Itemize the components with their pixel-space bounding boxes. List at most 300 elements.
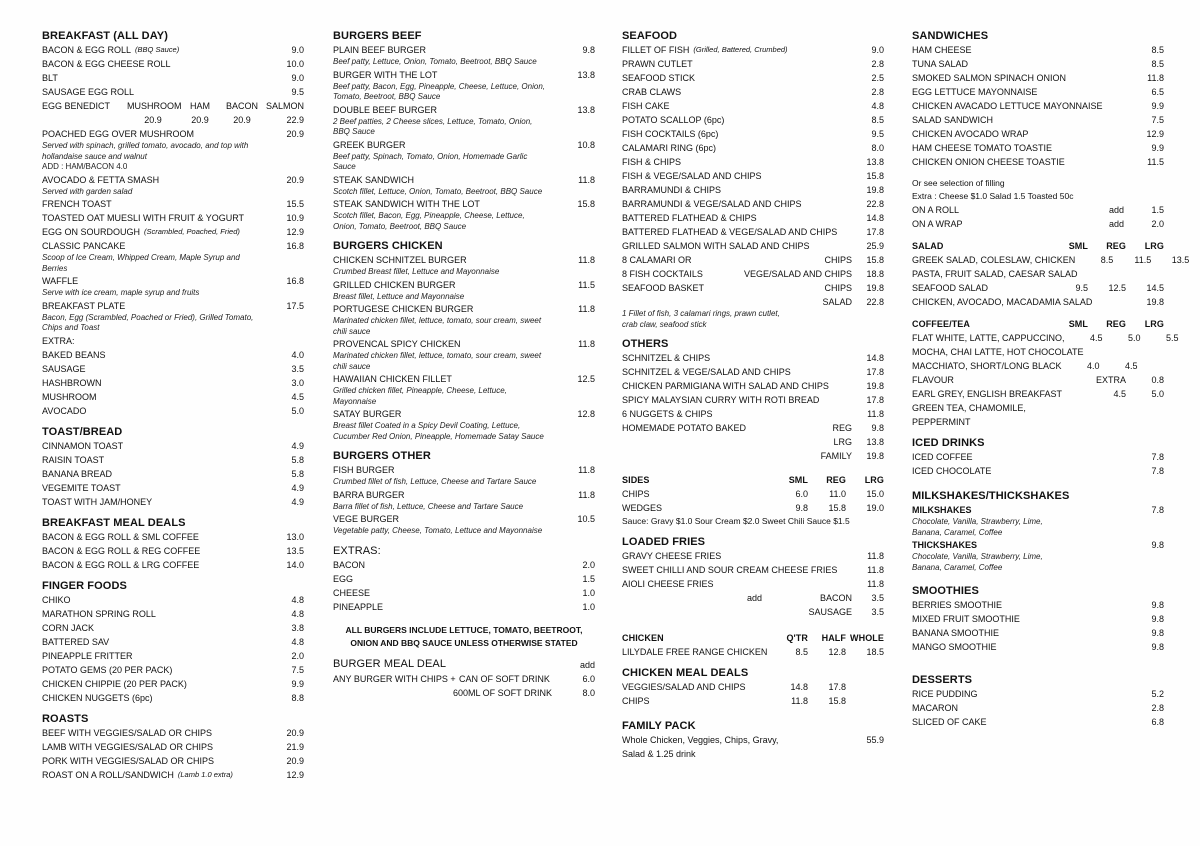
all-burgers-note: ALL BURGERS INCLUDE LETTUCE, TOMATO, BEETROOT, ONION AND BBQ SAUCE UNLESS OTHERWISE STATED — [345, 624, 583, 648]
menu-item — [912, 141, 1164, 155]
menu-item — [333, 488, 595, 502]
menu-item — [622, 183, 884, 197]
item-price: 13.8 — [866, 437, 884, 447]
potato-size-row — [622, 435, 884, 449]
menu-item — [42, 754, 304, 768]
item-price: 7.5 — [291, 664, 304, 675]
section-title: SEAFOOD — [622, 30, 678, 42]
item-price: 11.8 — [578, 339, 595, 349]
item-name: CHICKEN AVOCADO WRAP — [912, 129, 1029, 139]
item-name: HAWAIIAN CHICKEN FILLET — [333, 374, 452, 384]
add-note: ADD : HAM/BACON 4.0 — [42, 162, 128, 171]
item-price: 11.8 — [578, 174, 595, 185]
item-price: 2.0 — [291, 650, 304, 661]
item-note: (BBQ Sauce) — [135, 45, 180, 54]
item-name: CHICKEN ONION CHEESE TOASTIE — [912, 157, 1065, 167]
item-description: Crumbed fillet of fish, Lettuce, Cheese and Tartare Sauce — [333, 477, 537, 486]
menu-item — [42, 467, 304, 481]
menu-item — [912, 43, 1164, 57]
item-option: CHIPS — [824, 283, 852, 293]
item-name: SPICY MALAYSIAN CURRY WITH ROTI BREAD — [622, 395, 820, 405]
item-name: 6 NUGGETS & CHIPS — [622, 409, 713, 419]
menu-item — [42, 649, 304, 663]
item-option: VEGE/SALAD AND CHIPS — [743, 269, 852, 279]
menu-item — [333, 372, 595, 386]
item-price: 9.0 — [291, 45, 304, 55]
item-description: Grilled chicken fillet, Pineapple, Cheese, Lettuce, Mayonnaise — [333, 386, 507, 406]
menu-item — [42, 197, 304, 211]
item-name: BERRIES SMOOTHIE — [912, 600, 1003, 610]
item-price: 19.8 — [866, 451, 884, 461]
menu-item — [333, 68, 595, 82]
seafood-section — [622, 30, 884, 330]
item-price: 22.8 — [866, 297, 884, 307]
loaded-addon: SAUSAGE 3.5 — [808, 607, 884, 617]
section-title: ROASTS — [42, 712, 89, 725]
item-name: PORTUGESE CHICKEN BURGER — [333, 304, 474, 314]
menu-item — [333, 103, 595, 117]
seafood-combo-row — [622, 295, 884, 309]
item-description: Marinated chicken fillet, lettuce, tomato, sour cream, sweet chili sauce — [333, 351, 542, 371]
item-price: 8.8 — [291, 692, 304, 703]
item-name: CHICKEN AVACADO LETTUCE MAYONNAISE — [912, 101, 1103, 111]
item-name: MUSHROOM — [42, 391, 97, 402]
item-name: BREAKFAST PLATE — [42, 300, 126, 311]
item-description: Served with spinach, grilled tomato, avocado, and top with hollandaise sauce and walnut — [42, 141, 249, 161]
menu-item — [333, 43, 595, 57]
item-name: BATTERED SAV — [42, 636, 110, 647]
menu-item — [622, 501, 884, 515]
item-name: SLICED OF CAKE — [912, 717, 987, 727]
item-name: MANGO SMOOTHIE — [912, 642, 997, 652]
item-price: 18.8 — [866, 269, 884, 279]
menu-item: MACCHIATO, SHORT/LONG BLACK 4.0 4.5 — [912, 361, 1138, 371]
menu-item — [42, 173, 304, 187]
desserts-section — [912, 674, 1164, 729]
menu-item: Whole Chicken, Veggies, Chips, Gravy, Salad & 1.25 drink 55.9 — [622, 735, 884, 759]
item-name: STEAK SANDWICH WITH THE LOT — [333, 199, 480, 209]
menu-item — [333, 278, 595, 292]
section-title: CHICKEN MEAL DEALS — [622, 667, 749, 679]
section-title: BREAKFAST MEAL DEALS — [42, 516, 186, 529]
chicken-meal-deals-section — [622, 667, 884, 708]
item-name: TUNA SALAD — [912, 59, 969, 69]
item-name: FISH & CHIPS — [622, 157, 682, 167]
item-name: ROAST ON A ROLL/SANDWICH — [42, 769, 174, 780]
item-description: Served with garden salad — [42, 186, 133, 196]
item-price: 2.8 — [1151, 703, 1164, 713]
menu-item: GREEN TEA, CHAMOMILE, — [912, 403, 1026, 413]
size-label: FAMILY — [820, 451, 852, 461]
menu-item — [622, 549, 884, 563]
item-price: 5.8 — [291, 468, 304, 479]
menu-item — [42, 439, 304, 453]
menu-item — [42, 677, 304, 691]
menu-item — [42, 390, 304, 404]
item-description: Scotch fillet, Lettuce, Onion, Tomato, Beetroot, BBQ Sauce — [333, 186, 543, 196]
item-price: 7.8 — [1151, 466, 1164, 476]
item-description: Barra fillet of fish, Lettuce, Cheese and Tartare Sauce — [333, 501, 524, 511]
section-title: MILKSHAKES/THICKSHAKES — [912, 490, 1070, 502]
item-description: 2 Beef patties, 2 Cheese slices, Lettuce, Tomato, Onion, BBQ Sauce — [333, 116, 533, 136]
item-note: (Lamb 1.0 extra) — [177, 769, 233, 779]
item-price: 9.8 — [1151, 614, 1164, 624]
menu-item — [42, 558, 304, 572]
item-name: FILLET OF FISH — [622, 45, 690, 55]
item-price: 16.8 — [286, 276, 304, 286]
item-price: 14.8 — [866, 213, 884, 223]
menu-item — [42, 691, 304, 705]
item-name: CRAB CLAWS — [622, 87, 682, 97]
menu-item — [912, 715, 1164, 729]
menu-item — [622, 85, 884, 99]
menu-item — [622, 43, 884, 57]
potato-size-row — [622, 421, 884, 435]
item-price: 1.0 — [582, 587, 595, 598]
menu-item — [333, 572, 595, 586]
menu-item — [42, 362, 304, 376]
menu-column-1 — [42, 30, 304, 782]
burgers-other-section — [333, 450, 595, 537]
section-title: SANDWICHES — [912, 30, 989, 42]
menu-item — [42, 530, 304, 544]
item-price: 15.5 — [286, 199, 304, 209]
item-price: 5.2 — [1151, 689, 1164, 699]
item-name: LAMB WITH VEGGIES/SALAD OR CHIPS — [42, 741, 214, 752]
item-name: TOAST WITH JAM/HONEY — [42, 496, 153, 507]
menu-item — [912, 85, 1164, 99]
item-price: 7.5 — [1151, 115, 1164, 125]
menu-item — [42, 348, 304, 362]
add-label: add — [1108, 205, 1124, 215]
item-price: 9.9 — [291, 678, 304, 689]
item-price: 9.8 — [871, 423, 884, 433]
item-name: BACON & EGG ROLL — [42, 45, 132, 55]
item-name: VEGEMITE TOAST — [42, 482, 121, 493]
item-name: CHIKO — [42, 594, 71, 605]
menu-item: EARL GREY, ENGLISH BREAKFAST 4.5 5.0 — [912, 389, 1164, 399]
item-name: CALAMARI RING (6pc) — [622, 143, 717, 153]
menu-item — [42, 726, 304, 740]
item-price: 14.0 — [286, 559, 304, 570]
menu-item — [912, 217, 1164, 231]
menu-item-thickshakes: THICKSHAKES 9.8 — [912, 540, 1164, 550]
item-price: 8.5 — [1151, 45, 1164, 55]
item-price: 13.8 — [577, 69, 595, 80]
section-title: LOADED FRIES — [622, 536, 706, 548]
item-name: EGG LETTUCE MAYONNAISE — [912, 87, 1038, 97]
menu-column-3 — [622, 30, 884, 761]
item-name: 8 FISH COCKTAILS — [622, 269, 703, 279]
item-name: SCHNITZEL & VEGE/SALAD AND CHIPS — [622, 367, 791, 377]
menu-item: LILYDALE FREE RANGE CHICKEN 8.5 12.8 18.5 — [622, 647, 884, 657]
menu-item — [622, 351, 884, 365]
section-title: OTHERS — [622, 338, 669, 350]
item-name: GRAVY CHEESE FRIES — [622, 551, 722, 561]
item-name: POACHED EGG OVER MUSHROOM — [42, 129, 195, 139]
roasts-section — [42, 713, 304, 782]
menu-item — [622, 127, 884, 141]
menu-column-4 — [912, 30, 1190, 729]
item-description: Scotch fillet, Bacon, Egg, Pineapple, Cheese, Lettuce, Onion, Tomato, Beetroot, BBQ Sauce — [333, 211, 525, 231]
menu-item: ANY BURGER WITH CHIPS + CAN OF SOFT DRINK 6.0 — [333, 673, 595, 684]
item-name: SEAFOOD STICK — [622, 73, 696, 83]
item-price: 8.0 — [871, 143, 884, 153]
item-name: RAISIN TOAST — [42, 454, 105, 465]
menu-item — [622, 487, 884, 501]
item-price: 15.8 — [866, 171, 884, 181]
iced-drinks-section — [912, 437, 1164, 478]
salad-section: SALAD SML REG LRG GREEK SALAD, COLESLAW, CHICKEN 8.5 11.5 13.5 PASTA, FRUIT SALAD, CAESAR SALAD SEAFOOD SALAD 9.5 12.5 14.5 CHICKEN, AVOCADO, MACADAMIA SALAD 19.8 — [912, 241, 1190, 307]
item-name: MARATHON SPRING ROLL — [42, 608, 156, 619]
menu-item — [42, 404, 304, 418]
item-price: 13.0 — [286, 531, 304, 542]
menu-item — [42, 274, 304, 288]
item-name: SALAD SANDWICH — [912, 115, 994, 125]
item-name: BARRA BURGER — [333, 489, 405, 500]
item-name: POTATO GEMS (20 PER PACK) — [42, 664, 173, 675]
item-price: 5.8 — [291, 454, 304, 465]
menu-item — [42, 663, 304, 677]
item-name: SMOKED SALMON SPINACH ONION — [912, 73, 1067, 83]
section-title: FAMILY PACK — [622, 720, 696, 732]
menu-item: CHICKEN, AVOCADO, MACADAMIA SALAD 19.8 — [912, 297, 1164, 307]
item-name: HAM CHEESE TOMATO TOASTIE — [912, 143, 1053, 153]
item-price: 4.8 — [291, 636, 304, 647]
item-name: AVOCADO — [42, 405, 87, 416]
chicken-section: CHICKEN Q'TR HALF WHOLE LILYDALE FREE RANGE CHICKEN 8.5 12.8 18.5 — [622, 633, 884, 657]
item-name: HOMEMADE POTATO BAKED — [622, 423, 747, 433]
menu-item — [622, 563, 884, 577]
item-name: BACON & EGG ROLL & REG COFFEE — [42, 545, 201, 556]
item-price: 2.5 — [871, 73, 884, 83]
section-title: BURGERS OTHER — [333, 450, 431, 462]
item-name: CHICKEN NUGGETS (6pc) — [42, 692, 153, 703]
item-description: Beef patty, Bacon, Egg, Pineapple, Cheese, Lettuce, Onion, Tomato, Beetroot, BBQ Sauce — [333, 81, 545, 101]
item-name: CHICKEN SCHNITZEL BURGER — [333, 255, 467, 265]
item-name: RICE PUDDING — [912, 689, 978, 699]
item-price: 9.9 — [1151, 143, 1164, 153]
menu-item — [333, 302, 595, 316]
item-price: 9.0 — [291, 73, 304, 83]
item-price: 10.8 — [577, 139, 595, 150]
item-name: SWEET CHILLI AND SOUR CREAM CHEESE FRIES — [622, 565, 838, 575]
section-title: BURGERS BEEF — [333, 30, 422, 42]
menu-item — [912, 687, 1164, 701]
item-name: BANANA SMOOTHIE — [912, 628, 1000, 638]
menu-item — [42, 71, 304, 85]
menu-item: CHIPS 11.8 15.8 — [622, 696, 846, 706]
menu-item: 600ML OF SOFT DRINK 8.0 — [453, 687, 595, 698]
item-name: SEAFOOD BASKET — [622, 283, 705, 293]
item-price: 11.8 — [867, 409, 884, 419]
menu-item — [333, 138, 595, 152]
burger-meal-deal-section: BURGER MEAL DEAL add ANY BURGER WITH CHIPS + CAN OF SOFT DRINK 6.0 600ML OF SOFT DRINK 8.0 — [333, 657, 595, 698]
breakfast-section — [42, 30, 304, 418]
item-price: 11.8 — [867, 565, 884, 575]
item-price: 4.5 — [291, 391, 304, 402]
item-price: 13.5 — [286, 545, 304, 556]
menu-item — [912, 155, 1164, 169]
item-name: WAFFLE — [42, 276, 79, 286]
menu-item — [42, 239, 304, 253]
item-price: 17.5 — [286, 300, 304, 311]
menu-item: VEGGIES/SALAD AND CHIPS 14.8 17.8 — [622, 682, 846, 692]
item-description: Marinated chicken fillet, lettuce, tomato, sour cream, sweet chili sauce — [333, 316, 542, 336]
item-price: 3.5 — [291, 363, 304, 374]
menu-item — [912, 640, 1164, 654]
item-name: PINEAPPLE — [333, 601, 384, 612]
item-name: FRENCH TOAST — [42, 199, 112, 209]
item-price: 4.9 — [291, 496, 304, 507]
menu-item — [622, 393, 884, 407]
section-title: BURGERS CHICKEN — [333, 240, 443, 252]
section-title: DESSERTS — [912, 674, 973, 686]
menu-item — [912, 71, 1164, 85]
menu-item — [42, 376, 304, 390]
item-name: CHIPS — [622, 489, 650, 499]
item-price: 12.9 — [1146, 129, 1164, 139]
item-name: PINEAPPLE FRITTER — [42, 650, 133, 661]
item-name: AVOCADO & FETTA SMASH — [42, 174, 160, 185]
section-title: BREAKFAST (ALL DAY) — [42, 30, 168, 42]
sauce-note: Sauce: Gravy $1.0 Sour Cream $2.0 Sweet Chili Sauce $1.5 — [622, 516, 850, 526]
sandwich-note: Or see selection of filling — [912, 178, 1005, 188]
item-description: Vegetable patty, Cheese, Tomato, Lettuce and Mayonnaise — [333, 526, 543, 535]
item-price: 2.8 — [871, 87, 884, 97]
item-name: BEEF WITH VEGGIES/SALAD OR CHIPS — [42, 727, 213, 738]
menu-item — [622, 155, 884, 169]
menu-item — [622, 197, 884, 211]
section-title: COFFEE/TEA — [912, 319, 971, 329]
menu-item — [42, 495, 304, 509]
item-description: Breast fillet, Lettuce and Mayonnaise — [333, 291, 465, 301]
menu-item — [912, 99, 1164, 113]
item-note: (Grilled, Battered, Crumbed) — [693, 45, 788, 54]
menu-item — [42, 544, 304, 558]
item-name: FISH CAKE — [622, 101, 670, 111]
seafood-combo-row — [622, 281, 884, 295]
breakfast-meal-deals-section — [42, 517, 304, 572]
item-name: CHICKEN PARMIGIANA WITH SALAD AND CHIPS — [622, 381, 829, 391]
item-name: POTATO SCALLOP (6pc) — [622, 115, 725, 125]
item-name: SAUSAGE — [42, 363, 86, 374]
menu-item — [622, 379, 884, 393]
item-price: 9.5 — [291, 87, 304, 97]
item-name: TOASTED OAT MUESLI WITH FRUIT & YOGURT — [42, 213, 245, 223]
item-price: 25.9 — [866, 241, 884, 251]
size-label: LRG — [833, 437, 852, 447]
others-section — [622, 338, 884, 463]
extra-label: EXTRA: — [42, 335, 75, 346]
item-price: 9.8 — [1151, 642, 1164, 652]
item-name: GRILLED SALMON WITH SALAD AND CHIPS — [622, 241, 810, 251]
section-title: EXTRAS: — [333, 544, 381, 557]
item-option: CHIPS — [824, 255, 852, 265]
menu-item — [333, 463, 595, 477]
menu-item — [42, 740, 304, 754]
benedict-prices: 20.9 20.9 20.9 22.9 — [144, 115, 304, 125]
item-price: 6.0 — [795, 489, 808, 499]
menu-item — [42, 607, 304, 621]
toast-section — [42, 426, 304, 509]
item-price: 14.8 — [866, 353, 884, 363]
menu-item — [333, 253, 595, 267]
menu-item — [42, 43, 304, 57]
menu-item: GREEK SALAD, COLESLAW, CHICKEN 8.5 11.5 13.5 — [912, 255, 1190, 265]
item-price: 11.8 — [1147, 73, 1164, 83]
section-title: TOAST/BREAD — [42, 425, 123, 438]
item-price: 11.0 — [829, 489, 846, 499]
item-name: BACON & EGG ROLL & LRG COFFEE — [42, 559, 200, 570]
item-price: 19.8 — [866, 283, 884, 293]
item-name: PRAWN CUTLET — [622, 59, 693, 69]
item-price: 11.8 — [867, 579, 884, 589]
item-price: 11.8 — [578, 255, 595, 265]
item-price: 1.5 — [1151, 205, 1164, 215]
menu-item — [912, 598, 1164, 612]
item-price: 3.8 — [291, 622, 304, 633]
item-price: 11.8 — [578, 465, 595, 475]
item-price: 4.9 — [291, 440, 304, 451]
menu-item — [42, 593, 304, 607]
potato-size-row — [622, 449, 884, 463]
item-name: SATAY BURGER — [333, 409, 402, 419]
item-price: 19.8 — [866, 185, 884, 195]
item-price: 4.8 — [291, 608, 304, 619]
add-label: add — [1108, 219, 1124, 229]
menu-item — [42, 57, 304, 71]
item-description: Crumbed Breast fillet, Lettuce and Mayonnaise — [333, 267, 500, 276]
item-name: EGG — [333, 573, 354, 584]
menu-item — [912, 701, 1164, 715]
item-price: 11.8 — [867, 551, 884, 561]
smoothies-section — [912, 585, 1164, 654]
item-price: 20.9 — [286, 174, 304, 185]
item-name: BARRAMUNDI & CHIPS — [622, 185, 722, 195]
item-name: BURGER WITH THE LOT — [333, 69, 438, 80]
item-name: PROVENCAL SPICY CHICKEN — [333, 339, 461, 349]
item-description: Scoop of Ice Cream, Whipped Cream, Maple Syrup and Berries — [42, 253, 240, 273]
item-price: 5.0 — [291, 405, 304, 416]
sides-section: SIDES SML REG LRG CHIPS 6.0 11.0 15.0 WEDGES 9.8 15.8 19.0 Sauce: Gravy $1.0 Sour Cream $2.0 Sweet Chili Sauce $1.5 — [622, 475, 884, 526]
finger-foods-section — [42, 580, 304, 705]
item-name: BATTERED FLATHEAD & VEGE/SALAD AND CHIPS — [622, 227, 838, 237]
section-title: SIDES — [622, 475, 650, 485]
menu-item — [42, 481, 304, 495]
seafood-combo-row — [622, 267, 884, 281]
item-price: 9.8 — [582, 45, 595, 55]
item-name: BARRAMUNDI & VEGE/SALAD AND CHIPS — [622, 199, 802, 209]
size-label: REG — [832, 423, 852, 433]
item-name: MIXED FRUIT SMOOTHIE — [912, 614, 1020, 624]
burgers-beef-section — [333, 30, 595, 232]
item-price: 7.8 — [1151, 452, 1164, 462]
item-price: 22.8 — [866, 199, 884, 209]
item-name: HASHBROWN — [42, 377, 102, 388]
item-name: FISH BURGER — [333, 465, 395, 475]
item-name: BATTERED FLATHEAD & CHIPS — [622, 213, 757, 223]
item-price: 17.8 — [866, 227, 884, 237]
item-price: 6.8 — [1151, 717, 1164, 727]
menu-item: FLAVOUR EXTRA 0.8 — [912, 375, 1164, 385]
section-title: CHICKEN — [622, 633, 664, 643]
item-name: BAKED BEANS — [42, 349, 106, 360]
menu-item — [622, 225, 884, 239]
menu-item — [42, 85, 304, 99]
menu-item: FLAT WHITE, LATTE, CAPPUCCINO, 4.5 5.0 5.5 — [912, 333, 1179, 343]
item-name: CLASSIC PANCAKE — [42, 241, 126, 251]
